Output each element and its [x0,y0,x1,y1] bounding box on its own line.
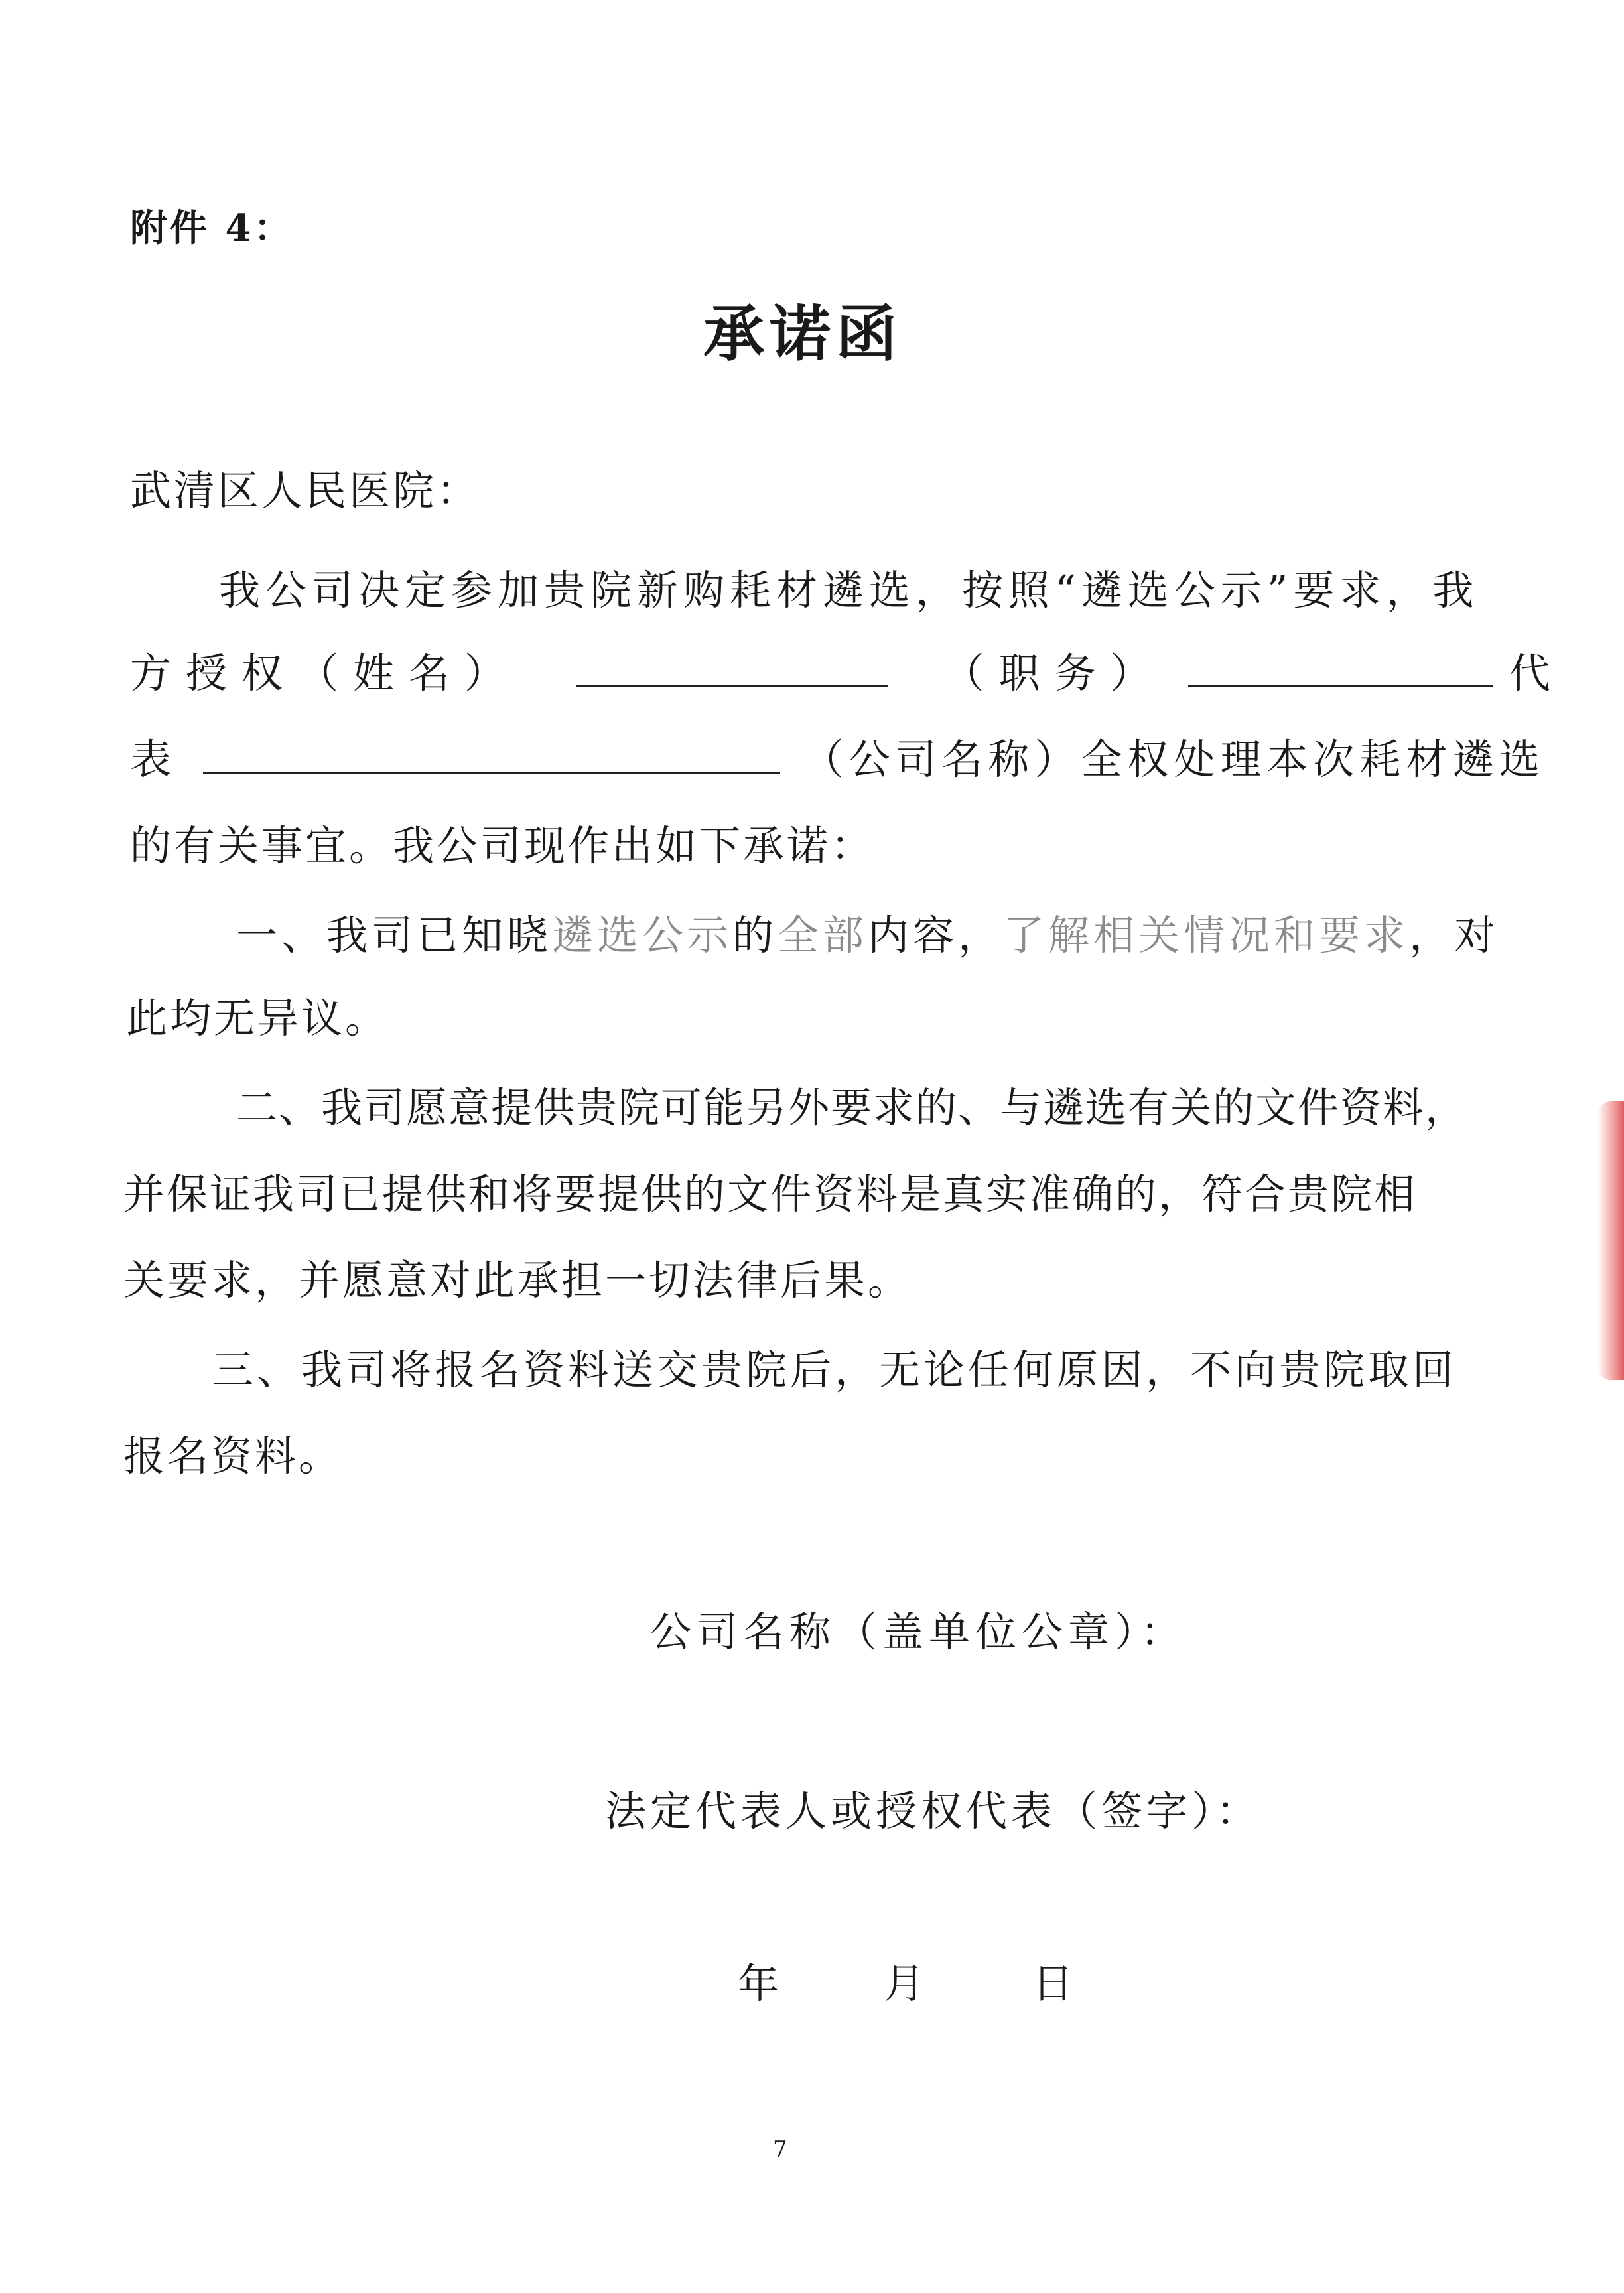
seal-stamp-edge [1597,1101,1624,1380]
clause-2-line-1: 二、我司愿意提供贵院可能另外要求的、与遴选有关的文件资料， [236,1083,1468,1132]
attachment-label: 附件 4： [130,206,294,250]
clause-1-part-f: 了解相关情况和要求 [1003,911,1410,959]
clause-1-part-c: 的 [732,911,778,959]
name-blank[interactable] [576,685,888,687]
clause-3-line-2: 报名资料。 [123,1432,343,1480]
company-name-blank[interactable] [203,771,780,774]
clause-1-line-2: 此均无异议。 [126,994,389,1042]
clause-3-line-1: 三、我司将报名资料送交贵院后，无论任何原因，不向贵院取回 [212,1346,1457,1394]
representative-signature-line: 法定代表人或授权代表（签字）： [605,1787,1262,1835]
intro-line-4: 的有关事宜。我公司现作出如下承诺： [130,821,875,870]
clause-2-line-2: 并保证我司已提供和将要提供的文件资料是真实准确的，符合贵院相 [123,1170,1418,1218]
intro-line-3-start: 表 [130,735,174,784]
clause-1-part-a: 一、我司已知晓 [236,911,553,959]
date-day-label: 日 [1032,1959,1077,2008]
clause-1-part-b: 遴选公示 [552,911,733,959]
clause-1-part-e: 内容， [868,911,1004,959]
authorized-name-label: 方授权（姓名） [130,649,521,697]
clause-2-line-3: 关要求，并愿意对此承担一切法律后果。 [123,1256,912,1304]
intro-line-3-mid: （公司名称）全权处理本次耗材遴选 [802,735,1546,784]
intro-line-3 [130,727,1545,786]
position-blank[interactable] [1188,685,1493,687]
date-year-label: 年 [738,1959,782,2008]
position-label: （职务） [943,649,1166,697]
page-number: 7 [773,2136,787,2163]
addressee: 武清区人民医院： [130,466,481,515]
clause-1-line-1 [236,902,1499,961]
intro-line-2-end: 代 [1509,649,1553,697]
intro-line-2 [130,640,1553,699]
date-month-label: 月 [884,1959,928,2008]
page-title: 承诺函 [703,298,903,370]
clause-1-part-d: 全部 [778,911,868,959]
company-seal-line: 公司名称（盖单位公章）： [650,1608,1187,1656]
intro-line-1: 我公司决定参加贵院新购耗材遴选，按照“遴选公示”要求，我 [219,566,1479,614]
clause-1-part-g: ，对 [1409,911,1500,959]
